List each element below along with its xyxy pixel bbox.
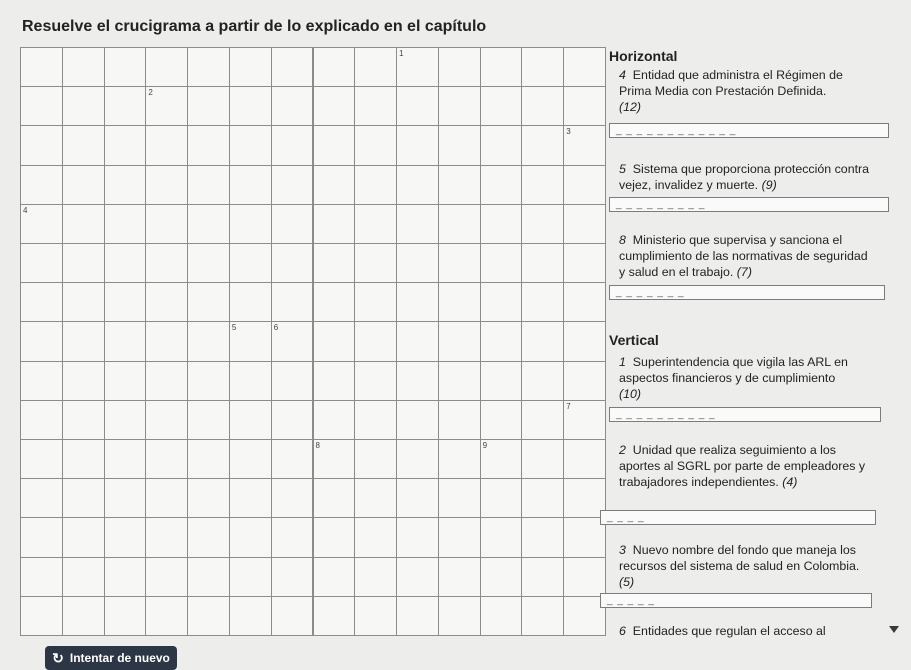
grid-cell[interactable] [187, 439, 230, 479]
cell-clue-number: 2 [148, 88, 153, 98]
grid-cell[interactable] [313, 204, 356, 244]
grid-cell[interactable] [271, 439, 314, 479]
grid-cell[interactable] [145, 321, 188, 361]
grid-cell[interactable] [271, 243, 314, 283]
grid-cell[interactable] [229, 243, 272, 283]
grid-cell[interactable] [396, 86, 439, 126]
cell-clue-number: 8 [315, 441, 320, 450]
grid-cell[interactable] [271, 321, 314, 361]
grid-cell[interactable] [104, 165, 147, 205]
grid-cell[interactable] [521, 439, 564, 479]
grid-cell[interactable] [521, 165, 564, 205]
grid-cell[interactable] [354, 517, 397, 557]
grid-cell[interactable] [62, 321, 105, 361]
grid-cell[interactable] [354, 47, 397, 87]
grid-cell[interactable] [354, 125, 397, 165]
grid-cell[interactable] [62, 47, 105, 87]
grid-cell[interactable] [145, 165, 188, 205]
grid-cell[interactable] [62, 361, 105, 401]
grid-cell[interactable] [229, 439, 272, 479]
grid-cell[interactable] [480, 557, 523, 597]
grid-cell[interactable] [20, 243, 63, 283]
grid-cell[interactable] [187, 86, 230, 126]
grid-cell[interactable] [20, 400, 63, 440]
clue-vertical-2 [619, 442, 871, 490]
answer-dashes: _ _ _ _ _ _ _ _ _ [616, 199, 706, 210]
answer-field-horizontal-5[interactable] [609, 197, 889, 212]
grid-cell[interactable] [271, 165, 314, 205]
grid-cell[interactable] [145, 125, 188, 165]
grid-cell[interactable] [521, 557, 564, 597]
grid-cell[interactable] [104, 86, 147, 126]
grid-cell[interactable] [438, 400, 481, 440]
grid-cell[interactable] [521, 125, 564, 165]
grid-cell[interactable] [20, 165, 63, 205]
grid-cell[interactable] [104, 361, 147, 401]
grid-cell[interactable] [438, 361, 481, 401]
grid-cell[interactable] [313, 400, 356, 440]
clue-text: Superintendencia que vigila las ARL en aspectos financieros y de cumplimiento [619, 355, 848, 385]
answer-field-vertical-2[interactable] [600, 510, 876, 525]
grid-cell[interactable] [62, 165, 105, 205]
grid-cell[interactable] [271, 86, 314, 126]
grid-cell[interactable] [480, 125, 523, 165]
grid-cell[interactable] [271, 557, 314, 597]
grid-cell[interactable] [438, 165, 481, 205]
grid-cell[interactable] [229, 86, 272, 126]
grid-cell[interactable] [271, 361, 314, 401]
grid-cell[interactable] [104, 243, 147, 283]
grid-cell[interactable] [229, 47, 272, 87]
grid-cell[interactable] [313, 321, 356, 361]
cell-clue-number: 5 [231, 323, 237, 333]
grid-cell[interactable] [20, 125, 63, 165]
grid-cell[interactable] [438, 321, 481, 361]
grid-cell[interactable] [354, 557, 397, 597]
grid-cell[interactable] [62, 596, 105, 636]
grid-cell[interactable] [145, 557, 188, 597]
grid-cell[interactable] [313, 86, 356, 126]
grid-cell[interactable] [313, 165, 356, 205]
grid-cell[interactable] [480, 517, 523, 557]
clue-text: Entidad que administra el Régimen de Prima Media con Prestación Definida. [619, 68, 843, 98]
grid-cell[interactable] [396, 321, 439, 361]
vertical-heading: Vertical [609, 332, 659, 348]
clue-number: 2 [619, 443, 626, 457]
grid-cell[interactable] [313, 557, 356, 597]
grid-cell[interactable] [104, 517, 147, 557]
grid-cell[interactable] [271, 204, 314, 244]
clue-text: Unidad que realiza seguimiento a los aportes al SGRL por parte de empleadores y trabajadores independientes. [619, 443, 866, 489]
clue-length: (4) [782, 475, 798, 489]
clue-length: (9) [761, 178, 777, 192]
grid-cell[interactable] [187, 204, 230, 244]
grid-cell[interactable] [187, 478, 230, 518]
grid-cell[interactable] [521, 86, 564, 126]
clue-length: (12) [619, 100, 642, 114]
grid-cell[interactable] [438, 478, 481, 518]
grid-cell[interactable] [396, 596, 439, 636]
grid-cell[interactable] [480, 165, 523, 205]
grid-cell[interactable] [438, 517, 481, 557]
grid-cell[interactable] [20, 517, 63, 557]
grid-cell[interactable] [145, 361, 188, 401]
grid-cell[interactable] [20, 596, 63, 636]
grid-cell[interactable] [438, 557, 481, 597]
horizontal-heading: Horizontal [609, 48, 678, 64]
grid-cell[interactable] [145, 400, 188, 440]
grid-cell[interactable] [521, 204, 564, 244]
grid-cell[interactable] [271, 47, 314, 87]
grid-cell[interactable] [396, 478, 439, 518]
grid-cell[interactable] [187, 361, 230, 401]
grid-cell[interactable] [20, 478, 63, 518]
grid-cell[interactable] [62, 86, 105, 126]
grid-cell[interactable] [20, 204, 63, 244]
answer-dashes: _ _ _ _ _ _ _ _ _ _ [616, 409, 716, 420]
grid-cell[interactable] [354, 165, 397, 205]
grid-cell[interactable] [521, 361, 564, 401]
grid-cell[interactable] [354, 596, 397, 636]
grid-cell[interactable] [104, 439, 147, 479]
grid-cell[interactable] [480, 282, 523, 322]
grid-cell[interactable] [480, 204, 523, 244]
grid-cell[interactable] [438, 243, 481, 283]
grid-cell[interactable] [145, 86, 188, 126]
grid-cell[interactable] [20, 557, 63, 597]
cell-clue-number: 4 [23, 205, 28, 215]
grid-cell[interactable] [313, 243, 356, 283]
grid-cell[interactable] [354, 204, 397, 244]
clue-horizontal-5 [619, 161, 871, 193]
grid-cell[interactable] [187, 321, 230, 361]
refresh-icon: ↻ [52, 650, 64, 666]
answer-dashes: _ _ _ _ _ _ _ _ _ _ _ _ [616, 125, 737, 136]
grid-cell[interactable] [271, 282, 314, 322]
grid-cell[interactable] [229, 204, 272, 244]
grid-cell[interactable] [396, 165, 439, 205]
clue-text: Ministerio que supervisa y sanciona el cumplimiento de las normativas de seguridad y salud en el trabajo. [619, 233, 868, 279]
page-title: Resuelve el crucigrama a partir de lo explicado en el capítulo [22, 18, 487, 35]
clue-horizontal-8 [619, 232, 871, 280]
clue-number: 1 [619, 355, 626, 369]
grid-cell[interactable] [396, 361, 439, 401]
clue-horizontal-4 [619, 67, 871, 115]
grid-cell[interactable] [438, 282, 481, 322]
grid-cell[interactable] [313, 125, 356, 165]
grid-cell[interactable] [20, 439, 63, 479]
grid-cell[interactable] [145, 517, 188, 557]
grid-cell[interactable] [229, 400, 272, 440]
grid-cell[interactable] [229, 165, 272, 205]
clue-number: 3 [619, 543, 626, 557]
cell-clue-number: 1 [399, 49, 404, 58]
clue-number: 5 [619, 162, 626, 176]
grid-cell[interactable] [229, 557, 272, 597]
grid-cell[interactable] [521, 243, 564, 283]
answer-field-vertical-3[interactable] [600, 593, 872, 608]
grid-cell[interactable] [438, 439, 481, 479]
grid-cell[interactable] [396, 517, 439, 557]
grid-cell[interactable] [104, 125, 147, 165]
grid-cell[interactable] [62, 204, 105, 244]
grid-cell[interactable] [480, 400, 523, 440]
grid-cell[interactable] [62, 439, 105, 479]
clue-length: (10) [619, 387, 642, 401]
grid-cell[interactable] [313, 47, 356, 87]
grid-cell[interactable] [20, 86, 63, 126]
grid-cell[interactable] [187, 596, 230, 636]
grid-cell[interactable] [313, 517, 356, 557]
grid-cell[interactable] [480, 321, 523, 361]
grid-cell[interactable] [396, 125, 439, 165]
grid-cell[interactable] [521, 596, 564, 636]
grid-cell[interactable] [187, 165, 230, 205]
grid-cell[interactable] [354, 400, 397, 440]
grid-cell[interactable] [271, 517, 314, 557]
grid-cell[interactable] [145, 596, 188, 636]
grid-cell[interactable] [187, 517, 230, 557]
grid-cell[interactable] [521, 321, 564, 361]
grid-cell[interactable] [313, 596, 356, 636]
grid-cell[interactable] [313, 361, 356, 401]
grid-cell[interactable] [62, 400, 105, 440]
grid-cell[interactable] [438, 204, 481, 244]
grid-cell[interactable] [229, 596, 272, 636]
grid-cell[interactable] [354, 321, 397, 361]
grid-cell[interactable] [104, 47, 147, 87]
grid-cell[interactable] [271, 596, 314, 636]
grid-cell[interactable] [354, 478, 397, 518]
clue-text: Nuevo nombre del fondo que maneja los recursos del sistema de salud en Colombia. [619, 543, 860, 573]
grid-cell[interactable] [104, 400, 147, 440]
grid-cell[interactable] [313, 478, 356, 518]
grid-cell[interactable] [396, 243, 439, 283]
grid-cell[interactable] [396, 400, 439, 440]
grid-cell[interactable] [313, 282, 356, 322]
grid-cell[interactable] [20, 361, 63, 401]
grid-cell[interactable] [521, 47, 564, 87]
grid-cell[interactable] [145, 47, 188, 87]
grid-cell[interactable] [438, 86, 481, 126]
grid-cell[interactable] [271, 400, 314, 440]
answer-dashes: _ _ _ _ [607, 512, 645, 523]
cell-clue-number: 7 [566, 401, 571, 411]
grid-cell[interactable] [396, 439, 439, 479]
grid-cell[interactable] [271, 125, 314, 165]
retry-button[interactable] [45, 646, 177, 670]
grid-cell[interactable] [62, 517, 105, 557]
grid-cell[interactable] [187, 125, 230, 165]
answer-field-vertical-1[interactable] [609, 407, 881, 422]
grid-cell[interactable] [354, 86, 397, 126]
grid-cell[interactable] [354, 282, 397, 322]
grid-cell[interactable] [104, 478, 147, 518]
grid-cell[interactable] [62, 478, 105, 518]
clue-number: 8 [619, 233, 626, 247]
grid-cell[interactable] [145, 243, 188, 283]
grid-cell[interactable] [396, 204, 439, 244]
grid-cell[interactable] [480, 86, 523, 126]
cell-clue-number: 3 [566, 127, 571, 137]
answer-field-horizontal-4[interactable] [609, 123, 889, 138]
grid-cell[interactable] [521, 517, 564, 557]
grid-cell[interactable] [480, 478, 523, 518]
clue-vertical-3 [619, 542, 871, 590]
cell-clue-number: 9 [482, 441, 488, 450]
grid-cell[interactable] [62, 243, 105, 283]
grid-cell[interactable] [187, 282, 230, 322]
grid-cell[interactable] [62, 282, 105, 322]
grid-cell[interactable] [187, 243, 230, 283]
clue-vertical-1 [619, 354, 871, 402]
clue-length: (5) [619, 575, 635, 589]
grid-cell[interactable] [354, 361, 397, 401]
scroll-down-arrow-icon[interactable] [889, 626, 899, 633]
grid-cell[interactable] [62, 125, 105, 165]
grid-cell[interactable] [104, 557, 147, 597]
answer-field-horizontal-8[interactable] [609, 285, 885, 300]
grid-cell[interactable] [62, 557, 105, 597]
grid-cell[interactable] [229, 478, 272, 518]
grid-cell[interactable] [229, 517, 272, 557]
grid-cell[interactable] [187, 557, 230, 597]
grid-cell[interactable] [229, 321, 272, 361]
grid-cell[interactable] [187, 47, 230, 87]
grid-cell[interactable] [480, 596, 523, 636]
clue-text: Entidades que regulan el acceso al [632, 624, 826, 638]
grid-cell[interactable] [480, 361, 523, 401]
grid-cell[interactable] [313, 439, 356, 479]
grid-cell[interactable] [271, 478, 314, 518]
grid-cell[interactable] [438, 47, 481, 87]
grid-cell[interactable] [20, 321, 63, 361]
grid-cell[interactable] [145, 204, 188, 244]
grid-cell[interactable] [438, 125, 481, 165]
clue-vertical-6 [619, 623, 871, 639]
grid-cell[interactable] [229, 361, 272, 401]
grid-cell[interactable] [145, 478, 188, 518]
grid-cell[interactable] [104, 596, 147, 636]
clue-length: (7) [736, 265, 752, 279]
grid-cell[interactable] [480, 439, 523, 479]
grid-cell[interactable] [354, 243, 397, 283]
grid-cell[interactable] [104, 204, 147, 244]
grid-cell[interactable] [104, 321, 147, 361]
clue-text: Sistema que proporciona protección contra vejez, invalidez y muerte. [619, 162, 870, 192]
grid-cell[interactable] [396, 282, 439, 322]
answer-dashes: _ _ _ _ _ [607, 595, 655, 606]
grid-cell[interactable] [438, 596, 481, 636]
grid-cell[interactable] [145, 439, 188, 479]
grid-cell[interactable] [396, 47, 439, 87]
grid-cell[interactable] [480, 243, 523, 283]
grid-cell[interactable] [20, 47, 63, 87]
grid-cell[interactable] [20, 282, 63, 322]
answer-dashes: _ _ _ _ _ _ _ [616, 287, 685, 298]
clue-number: 4 [619, 68, 626, 82]
retry-button-label: Intentar de nuevo [69, 651, 170, 665]
grid-cell[interactable] [396, 557, 439, 597]
grid-cell[interactable] [229, 282, 272, 322]
grid-cell[interactable] [521, 282, 564, 322]
crossword-grid [20, 47, 605, 635]
clues-panel [598, 40, 898, 652]
clue-number: 6 [619, 624, 626, 638]
grid-cell[interactable] [354, 439, 397, 479]
grid-cell[interactable] [187, 400, 230, 440]
grid-cell[interactable] [229, 125, 272, 165]
cell-clue-number: 6 [273, 323, 279, 333]
grid-cell[interactable] [480, 47, 523, 87]
grid-cell[interactable] [521, 478, 564, 518]
grid-cell[interactable] [145, 282, 188, 322]
grid-cell[interactable] [104, 282, 147, 322]
grid-cell[interactable] [521, 400, 564, 440]
